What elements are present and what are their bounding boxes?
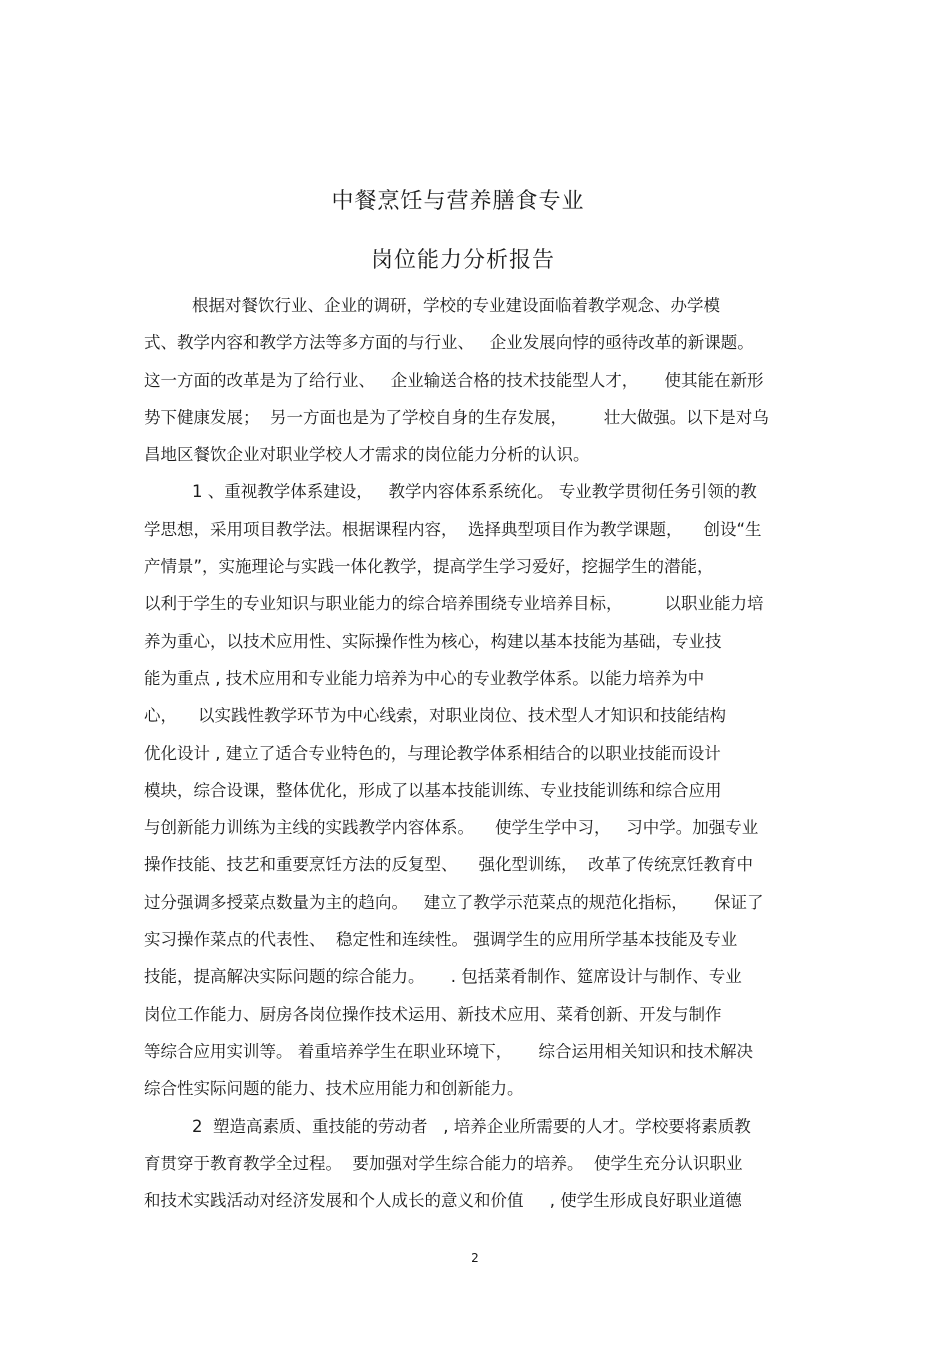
text-line: 产情景”，实施理论与实践一体化教学，提高学生学习爱好，挖掘学生的潜能， [144,557,714,577]
document-title: 中餐烹饪与营养膳食专业 [331,189,585,214]
text-line: 心， 以实践性教学环节为中心线索，对职业岗位、技术型人才知识和技能结构 [144,706,726,726]
text-line: 2 塑造高素质、重技能的劳动者 , 培养企业所需要的人才。学校要将素质教 [192,1116,751,1136]
text-line: 和技术实践活动对经济发展和个人成长的意义和价值 , 使学生形成良好职业道德 [144,1191,742,1211]
text-line: 式、教学内容和教学方法等多方面的与行业、 企业发展向悖的亟待改革的新课题。 [144,333,754,353]
text-line: 与创新能力训练为主线的实践教学内容体系。 使学生学中习， 习中学。加强专业 [144,818,759,838]
text-line: 过分强调多授菜点数量为主的趋向。 建立了教学示范菜点的规范化指标， 保证了 [144,892,764,912]
text-line: 学思想，采用项目教学法。根据课程内容， 选择典型项目作为教学课题， 创设“生 [144,519,762,539]
text-line: 1 、重视教学体系建设， 教学内容体系系统化。 专业教学贯彻任务引领的教 [192,482,757,502]
text-line: 优化设计 , 建立了适合专业特色的，与理论教学体系相结合的以职业技能而设计 [144,743,721,763]
document-subtitle: 岗位能力分析报告 [370,248,555,273]
text-line: 这一方面的改革是为了给行业、 企业输送合格的技术技能型人才， 使其能在新形 [144,370,764,390]
text-line: 势下健康发展； 另一方面也是为了学校自身的生存发展， 壮大做强。以下是对乌 [144,407,769,427]
text-line: 岗位工作能力、厨房各岗位操作技术运用、新技术应用、菜肴创新、开发与制作 [144,1004,722,1024]
text-line: 技能，提高解决实际问题的综合能力。 . 包括菜肴制作、筵席设计与制作、专业 [144,967,742,987]
text-line: 昌地区餐饮企业对职业学校人才需求的岗位能力分析的认识。 [144,445,590,465]
text-line: 育贯穿于教育教学全过程。 要加强对学生综合能力的培养。 使学生充分认识职业 [144,1153,743,1173]
text-line: 等综合应用实训等。 着重培养学生在职业环境下， 综合运用相关知识和技术解决 [144,1041,753,1061]
text-line: 操作技能、技艺和重要烹饪方法的反复型、 强化型训练， 改革了传统烹饪教育中 [144,855,753,875]
text-line: 能为重点 , 技术应用和专业能力培养为中心的专业教学体系。以能力培养为中 [144,668,705,688]
text-line: 养为重心，以技术应用性、实际操作性为核心，构建以基本技能为基础，专业技 [144,631,722,651]
text-line: 以利于学生的专业知识与职业能力的综合培养围绕专业培养目标， 以职业能力培 [144,594,764,614]
text-line: 综合性实际问题的能力、技术应用能力和创新能力。 [144,1079,524,1099]
text-line: 根据对餐饮行业、企业的调研，学校的专业建设面临着教学观念、办学模 [192,296,720,315]
page-number: 2 [471,1251,479,1265]
text-line: 实习操作菜点的代表性、 稳定性和连续性。 强调学生的应用所学基本技能及专业 [144,930,738,950]
text-line: 模块，综合设课，整体优化，形成了以基本技能训练、专业技能训练和综合应用 [144,780,722,800]
document-body [144,287,824,1219]
